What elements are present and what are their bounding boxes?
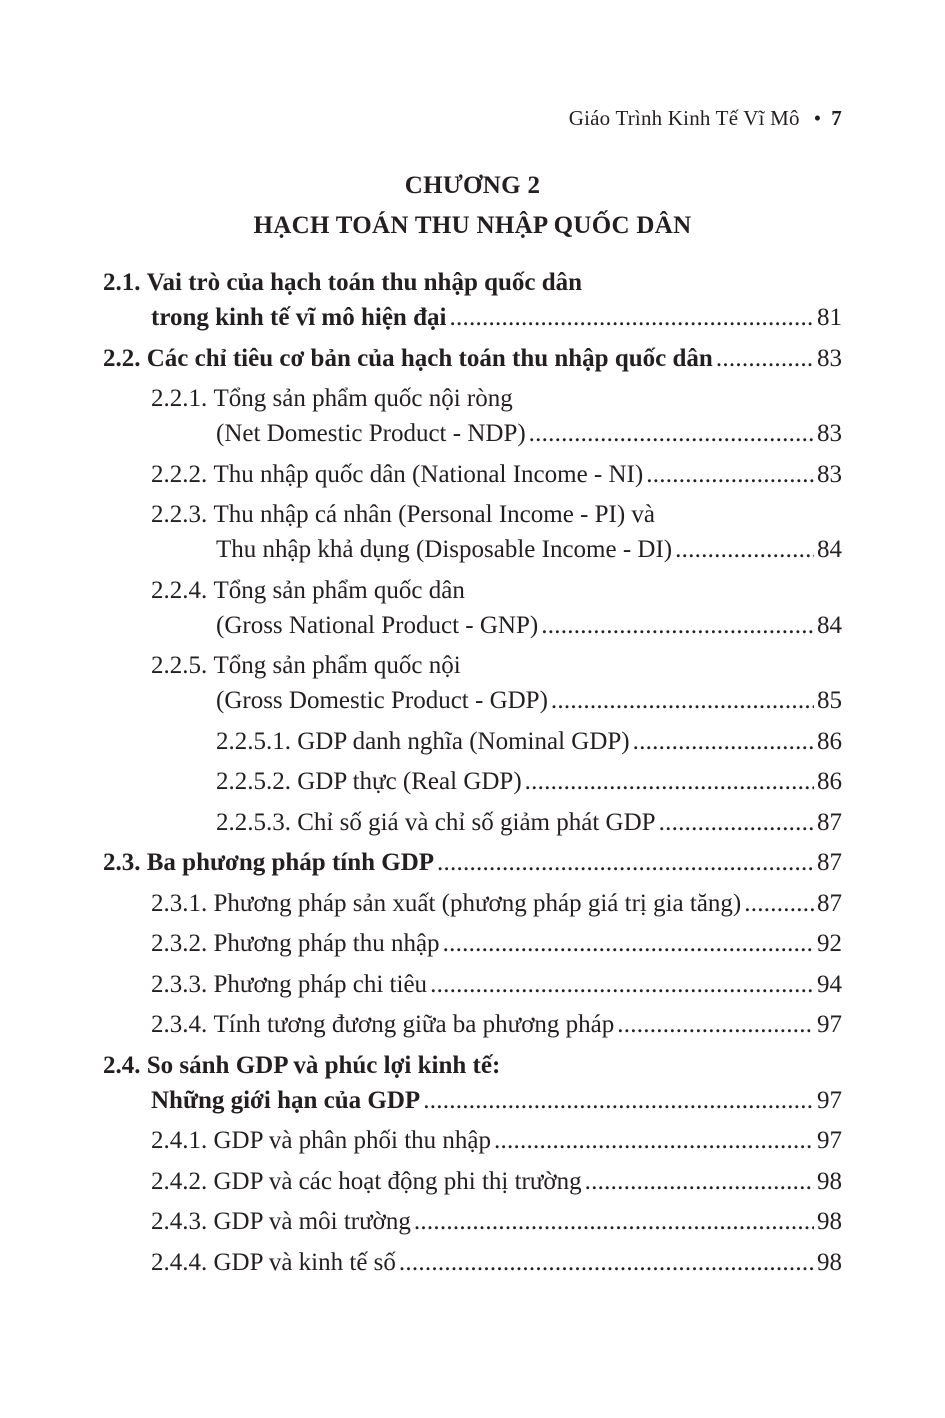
toc-entry-line bbox=[151, 1205, 842, 1239]
toc-number: 2.2.1. bbox=[151, 385, 214, 412]
toc-page-number: 98 bbox=[817, 1248, 842, 1276]
page-number: 7 bbox=[831, 106, 842, 130]
toc-number: 2.3.3. bbox=[151, 970, 214, 998]
dot-leader bbox=[675, 533, 814, 567]
toc-page-number: 87 bbox=[817, 889, 842, 917]
dot-leader bbox=[633, 725, 814, 759]
toc-number: 2.4. bbox=[103, 1051, 147, 1079]
toc-entry-line bbox=[216, 725, 842, 759]
toc-title: Thu nhập khả dụng (Disposable Income - DI) bbox=[216, 536, 673, 563]
dot-leader bbox=[414, 1205, 814, 1239]
toc-number: 2.2.2. bbox=[151, 460, 214, 488]
dot-leader bbox=[430, 968, 814, 1002]
toc-entry-line bbox=[151, 1124, 842, 1158]
dot-leader bbox=[585, 1165, 814, 1199]
dot-leader bbox=[423, 1084, 814, 1118]
toc-page-number: 97 bbox=[817, 1011, 842, 1038]
toc-number: 2.4.1. bbox=[151, 1127, 214, 1154]
toc-entry-line bbox=[151, 1084, 842, 1118]
toc-page-number: 87 bbox=[817, 808, 842, 836]
chapter-number: CHƯƠNG 2 bbox=[404, 172, 541, 199]
toc-number: 2.2.5.3. bbox=[216, 808, 298, 836]
toc-number: 2.2.5.1. bbox=[216, 727, 298, 755]
toc-entry-line bbox=[103, 342, 842, 376]
toc-page-number: 98 bbox=[817, 1167, 842, 1195]
toc-title: Tổng sản phẩm quốc nội ròng bbox=[213, 385, 513, 412]
toc-entry-line bbox=[151, 1008, 842, 1042]
toc-entry-line bbox=[151, 927, 842, 961]
toc-number: 2.1. bbox=[103, 269, 147, 296]
toc-title: GDP và kinh tế số bbox=[213, 1248, 396, 1276]
toc-entry-line bbox=[151, 458, 842, 492]
dot-leader bbox=[529, 417, 814, 451]
toc-number: 2.3.1. bbox=[151, 889, 214, 917]
toc-entry-line bbox=[151, 1246, 842, 1280]
toc-entry-line-continued bbox=[151, 574, 465, 608]
toc-page-number: 98 bbox=[817, 1208, 842, 1235]
toc-page-number: 87 bbox=[817, 849, 842, 876]
toc-page-number: 86 bbox=[817, 768, 842, 795]
running-header bbox=[569, 106, 842, 131]
toc-title: GDP danh nghĩa (Nominal GDP) bbox=[297, 727, 630, 755]
dot-leader bbox=[437, 846, 814, 880]
dot-leader bbox=[744, 887, 814, 921]
toc-entry-line-continued bbox=[103, 1049, 500, 1083]
dot-leader bbox=[617, 1008, 814, 1042]
toc-page-number: 83 bbox=[817, 460, 842, 488]
dot-leader bbox=[716, 342, 814, 376]
dot-leader bbox=[449, 301, 814, 335]
dot-leader bbox=[541, 609, 814, 643]
toc-entry-line-continued bbox=[151, 382, 513, 416]
toc-page-number: 84 bbox=[817, 611, 842, 639]
toc-number: 2.2.5. bbox=[151, 652, 214, 679]
toc-title: Các chỉ tiêu cơ bản của hạch toán thu nhập quốc dân bbox=[146, 344, 713, 372]
toc-page-number: 92 bbox=[817, 930, 842, 957]
toc-title: Tổng sản phẩm quốc nội bbox=[213, 652, 461, 679]
toc-number: 2.4.4. bbox=[151, 1248, 214, 1276]
toc-page-number: 83 bbox=[817, 420, 842, 447]
toc-title: GDP và phân phối thu nhập bbox=[213, 1127, 492, 1154]
toc-number: 2.4.2. bbox=[151, 1167, 214, 1195]
toc-title: (Gross Domestic Product - GDP) bbox=[216, 687, 548, 714]
toc-page-number: 97 bbox=[817, 1127, 842, 1154]
book-title: Giáo Trình Kinh Tế Vĩ Mô bbox=[568, 106, 800, 130]
toc-title: Thu nhập quốc dân (National Income - NI) bbox=[213, 460, 644, 488]
toc-entry-line bbox=[151, 1165, 842, 1199]
toc-number: 2.3.2. bbox=[151, 930, 214, 957]
toc-title: Phương pháp sản xuất (phương pháp giá trị gia tăng) bbox=[213, 889, 742, 917]
toc-title: trong kinh tế vĩ mô hiện đại bbox=[151, 304, 447, 331]
toc-entry-line bbox=[216, 684, 842, 718]
toc-entry-line bbox=[151, 301, 842, 335]
toc-title: Thu nhập cá nhân (Personal Income - PI) và bbox=[213, 501, 656, 528]
toc-entry-line bbox=[216, 765, 842, 799]
toc-title: (Gross National Product - GNP) bbox=[216, 611, 539, 639]
toc-title: Tổng sản phẩm quốc dân bbox=[213, 576, 465, 604]
toc-page-number: 97 bbox=[817, 1086, 842, 1114]
toc-entry-line-continued bbox=[103, 266, 582, 300]
toc-title: Những giới hạn của GDP bbox=[151, 1086, 421, 1114]
dot-leader bbox=[659, 806, 814, 840]
dot-leader bbox=[399, 1246, 814, 1280]
dot-leader bbox=[646, 458, 814, 492]
toc-number: 2.2. bbox=[103, 344, 147, 372]
toc-page-number: 85 bbox=[817, 687, 842, 714]
dot-leader bbox=[525, 765, 814, 799]
toc-title: GDP và môi trường bbox=[213, 1208, 411, 1235]
toc-title: Vai trò của hạch toán thu nhập quốc dân bbox=[146, 269, 583, 296]
toc-entry-line bbox=[216, 609, 842, 643]
toc-number: 2.2.4. bbox=[151, 576, 214, 604]
toc-number: 2.2.3. bbox=[151, 501, 214, 528]
toc-number: 2.3. bbox=[103, 849, 147, 876]
toc-title: GDP và các hoạt động phi thị trường bbox=[213, 1167, 582, 1195]
header-bullet: • bbox=[813, 106, 822, 130]
toc-entry-line bbox=[216, 417, 842, 451]
toc-title: Ba phương pháp tính GDP bbox=[146, 849, 435, 876]
toc-number: 2.3.4. bbox=[151, 1011, 214, 1038]
toc-entry-line bbox=[151, 887, 842, 921]
toc-title: Phương pháp chi tiêu bbox=[213, 970, 428, 998]
toc-entry-line bbox=[151, 968, 842, 1002]
toc-page-number: 86 bbox=[817, 727, 842, 755]
dot-leader bbox=[494, 1124, 814, 1158]
toc-entry-line bbox=[216, 533, 842, 567]
toc-number: 2.4.3. bbox=[151, 1208, 214, 1235]
toc-title: GDP thực (Real GDP) bbox=[297, 768, 522, 795]
dot-leader bbox=[443, 927, 814, 961]
toc-page-number: 84 bbox=[817, 536, 842, 563]
toc-entry-line bbox=[216, 806, 842, 840]
toc-entry-line-continued bbox=[151, 498, 655, 532]
toc-title: Tính tương đương giữa ba phương pháp bbox=[213, 1011, 615, 1038]
toc-page-number: 83 bbox=[817, 344, 842, 372]
toc-title: So sánh GDP và phúc lợi kinh tế: bbox=[146, 1051, 501, 1079]
toc-number: 2.2.5.2. bbox=[216, 768, 298, 795]
toc-title: Chỉ số giá và chỉ số giảm phát GDP bbox=[297, 808, 656, 836]
toc-page-number: 94 bbox=[817, 970, 842, 998]
chapter-title: HẠCH TOÁN THU NHẬP QUỐC DÂN bbox=[253, 212, 692, 239]
toc-page-number: 81 bbox=[817, 304, 842, 331]
dot-leader bbox=[551, 684, 814, 718]
toc-entry-line-continued bbox=[151, 649, 461, 683]
toc-title: Phương pháp thu nhập bbox=[213, 930, 440, 957]
toc-title: (Net Domestic Product - NDP) bbox=[216, 420, 526, 447]
toc-entry-line bbox=[103, 846, 842, 880]
